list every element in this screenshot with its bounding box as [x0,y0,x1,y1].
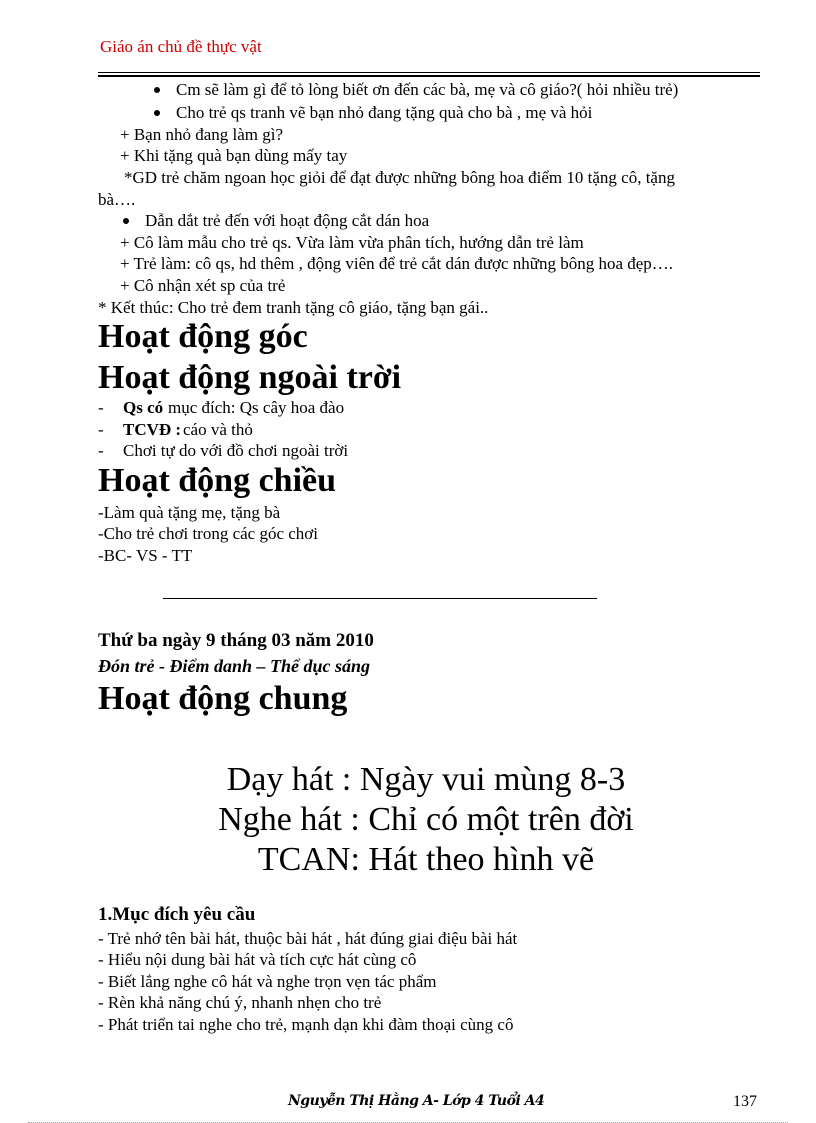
bullet-item: Cm sẽ làm gì để tỏ lòng biết ơn đến các bà, mẹ và cô giáo?( hỏi nhiều trẻ) [176,80,679,99]
lesson-title-line: TCAN: Hát theo hình vẽ [257,841,595,878]
page-header-title: Giáo án chủ đề thực vật [100,37,262,56]
heading-hoat-dong-chung: Hoạt động chung [98,680,348,717]
page-number: 137 [733,1093,757,1110]
item-bold: Qs có [123,398,164,417]
education-line-cont: bà…. [98,190,136,209]
list-item [98,398,345,418]
bullet-item: Dẫn dắt trẻ đến với hoạt động cắt dán hoa [145,211,430,230]
dash: - [98,441,104,460]
education-line: *GD trẻ chăm ngoan học giỏi để đạt được những bông hoa điểm 10 tặng cô, tặng [124,168,675,187]
footer-author: Nguyễn Thị Hằng A- Lớp 4 Tuổi A4 [288,1093,545,1109]
question-line: + Khi tặng quà bạn dùng mấy tay [120,146,348,165]
step-line: + Cô nhận xét sp của trẻ [120,276,286,295]
header-rule-thin [98,72,760,73]
objective-item: - Phát triển tai nghe cho trẻ, mạnh dạn khi đàm thoại cùng cô [98,1015,514,1034]
ending-line: * Kết thúc: Cho trẻ đem tranh tặng cô giáo, tặng bạn gái.. [98,298,489,317]
bullet-item: Cho trẻ qs tranh vẽ bạn nhỏ đang tặng quà cho bà , mẹ và hỏi [176,103,593,122]
item-text: Chơi tự do với đồ chơi ngoài trời [123,441,349,460]
objective-item: - Rèn khả năng chú ý, nhanh nhẹn cho trẻ [98,993,382,1012]
step-line: + Cô làm mẫu cho trẻ qs. Vừa làm vừa phân tích, hướng dẫn trẻ làm [120,233,584,252]
day-date: Thứ ba ngày 9 tháng 03 năm 2010 [98,630,374,651]
item-bold: TCVĐ : [123,420,182,439]
dash: - [98,398,104,417]
heading-hoat-dong-chieu: Hoạt động chiều [98,462,337,499]
heading-hoat-dong-ngoai-troi: Hoạt động ngoài trời [98,359,402,396]
morning-activities: Đón trẻ - Điểm danh – Thể dục sáng [98,656,371,676]
list-item: -Làm quà tặng mẹ, tặng bà [98,503,281,522]
objective-item: - Hiểu nội dung bài hát và tích cực hát cùng cô [98,950,417,969]
list-item: -BC- VS - TT [98,546,193,565]
list-item [98,441,349,461]
objective-item: - Biết lắng nghe cô hát và nghe trọn vẹn tác phẩm [98,972,437,991]
question-line: + Bạn nhỏ đang làm gì? [120,125,284,144]
list-item: -Cho trẻ chơi trong các góc chơi [98,524,319,543]
heading-hoat-dong-goc: Hoạt động góc [98,318,308,355]
step-line: + Trẻ làm: cô qs, hd thêm , động viên để trẻ cắt dán được những bông hoa đẹp…. [120,254,674,273]
item-text: cáo và thỏ [183,420,253,439]
lesson-title-line: Nghe hát : Chỉ có một trên đời [218,801,634,838]
objective-item: - Trẻ nhớ tên bài hát, thuộc bài hát , hát đúng giai điệu bài hát [98,929,518,948]
objectives-heading: 1.Mục đích yêu cầu [98,904,256,925]
item-text: mục đích: Qs cây hoa đào [168,398,345,417]
dash: - [98,420,104,439]
lesson-title-line: Dạy hát : Ngày vui mùng 8-3 [226,761,626,798]
header-rule-thick [98,75,760,77]
list-item [98,420,253,440]
section-divider [163,598,597,599]
